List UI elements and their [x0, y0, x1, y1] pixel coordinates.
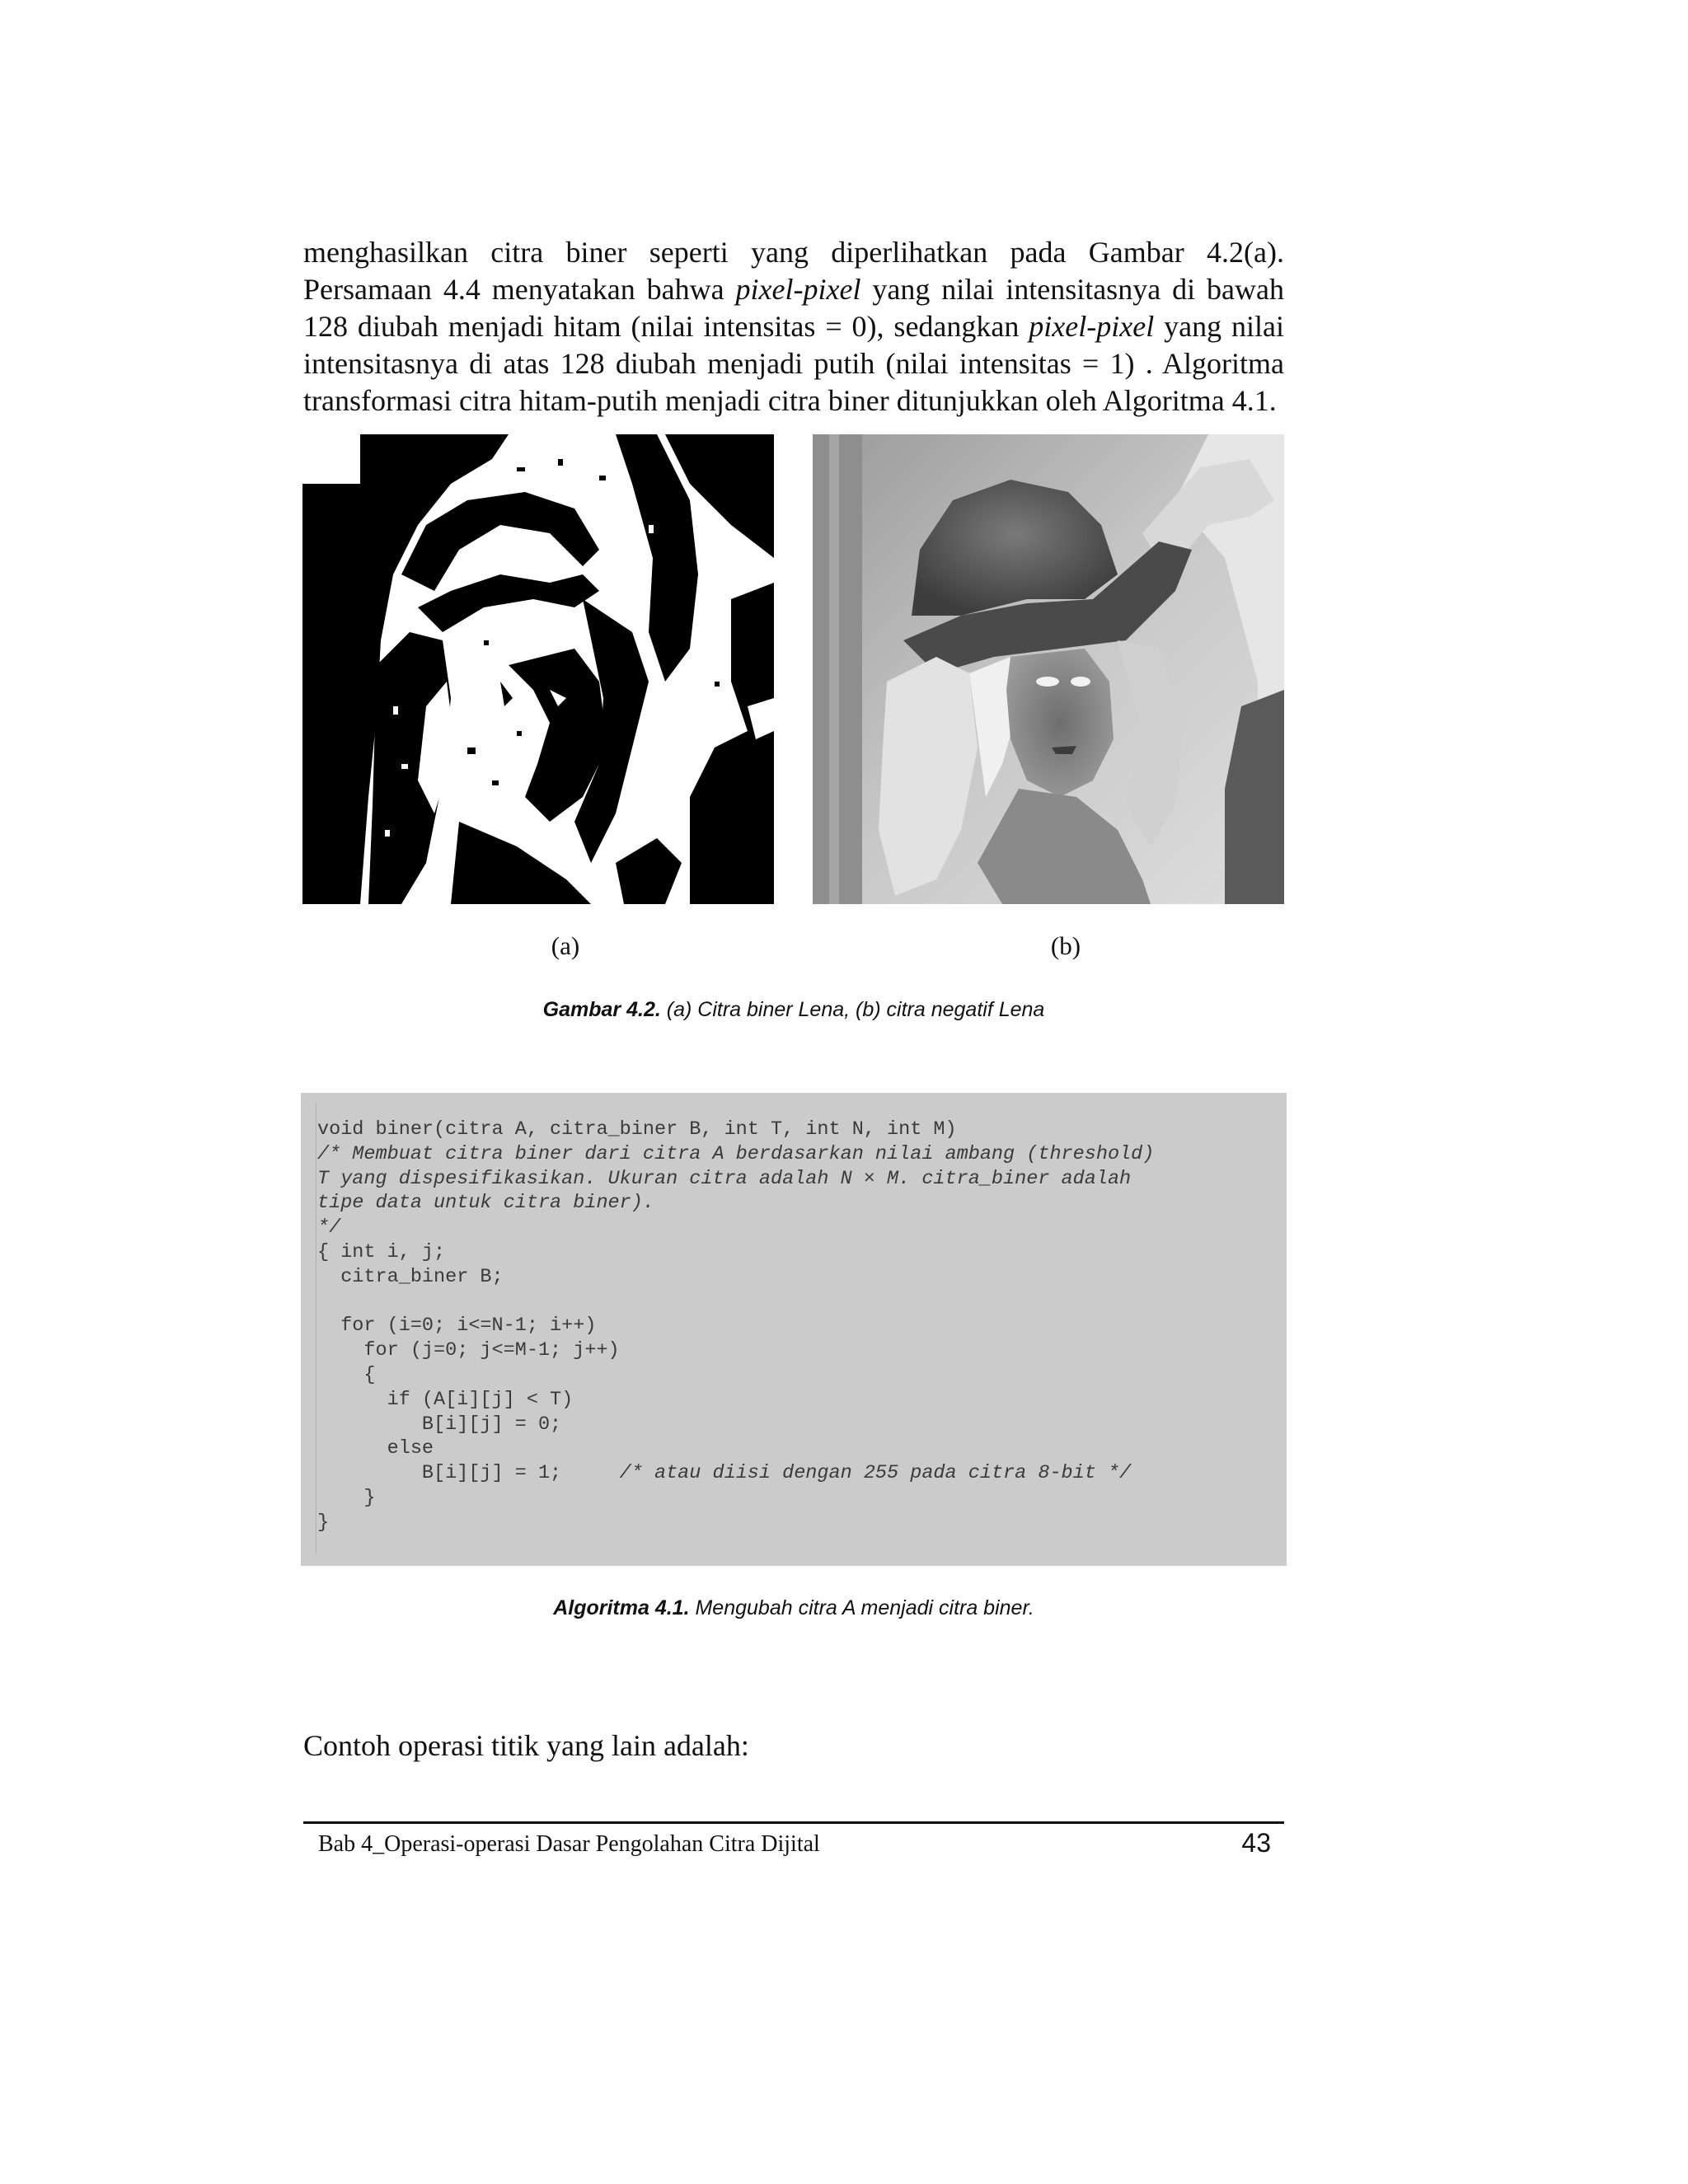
body-line: yang nilai [1154, 310, 1284, 343]
code-line: if (A[i][j] < T) [317, 1388, 574, 1411]
code-line: void biner(citra A, citra_biner B, int T, int N, int M) [317, 1118, 957, 1141]
footer-chapter-title: Bab 4_Operasi-operasi Dasar Pengolahan Citra Dijital [318, 1831, 820, 1857]
body-line: transformasi citra hitam-putih menjadi citra biner ditunjukkan oleh Algoritma 4.1. [303, 384, 1277, 417]
figure-sublabel-a: (a) [551, 931, 580, 960]
code-line: B[i][j] = 0; [317, 1413, 562, 1436]
negative-lena-image [813, 434, 1284, 904]
binary-lena-graphic [302, 434, 774, 904]
code-line: { int i, j; [317, 1240, 446, 1263]
algorithm-caption-text: Mengubah citra A menjadi citra biner. [689, 1596, 1034, 1619]
body-line: menghasilkan citra biner seperti yang diperlihatkan pada Gambar 4.2(a). [303, 236, 1284, 269]
code-line: B[i][j] = 1; [317, 1462, 620, 1485]
footer-divider [303, 1821, 1284, 1824]
body-line: Persamaan 4.4 menyatakan bahwa [303, 273, 736, 306]
code-line: else [317, 1437, 434, 1460]
code-comment: T yang dispesifikasikan. Ukuran citra adalah N × M. citra_biner adalah [317, 1167, 1132, 1190]
code-line: for (i=0; i<=N-1; i++) [317, 1315, 597, 1338]
body-emphasis: pixel-pixel [1029, 310, 1155, 343]
code-line: citra_biner B; [317, 1265, 504, 1288]
figure-caption-label: Gambar 4.2. [542, 998, 661, 1021]
figure-caption [303, 998, 1284, 1022]
figure-sublabel-b: (b) [1050, 931, 1081, 960]
body-line: intensitasnya di atas 128 diubah menjadi putih (nilai intensitas = 1) . Algoritma [303, 347, 1284, 380]
code-line: for (j=0; j<=M-1; j++) [317, 1339, 620, 1362]
algorithm-code [317, 1118, 1287, 1535]
binary-lena-image [302, 434, 774, 904]
body-emphasis: pixel-pixel [735, 273, 861, 306]
body-paragraph [303, 234, 1284, 419]
code-comment: tipe data untuk citra biner). [317, 1192, 654, 1215]
code-line: { [317, 1363, 376, 1386]
algorithm-caption-label: Algoritma 4.1. [553, 1596, 690, 1619]
figure-caption-text: (a) Citra biner Lena, (b) citra negatif Lena [660, 998, 1045, 1021]
body-line: 128 diubah menjadi hitam (nilai intensitas = 0), sedangkan [303, 310, 1029, 343]
page-number: 43 [1241, 1828, 1271, 1858]
algorithm-code-box [301, 1093, 1287, 1566]
code-line: } [317, 1511, 330, 1534]
closing-sentence: Contoh operasi titik yang lain adalah: [303, 1729, 749, 1762]
code-comment: /* atau diisi dengan 255 pada citra 8-bit */ [619, 1462, 1132, 1485]
body-line: yang nilai intensitasnya di bawah [860, 273, 1284, 306]
negative-lena-graphic [813, 434, 1284, 904]
code-comment: */ [317, 1216, 341, 1240]
code-line: } [317, 1486, 376, 1509]
algorithm-caption [303, 1596, 1284, 1620]
code-comment: /* Membuat citra biner dari citra A berdasarkan nilai ambang (threshold) [317, 1142, 1155, 1165]
